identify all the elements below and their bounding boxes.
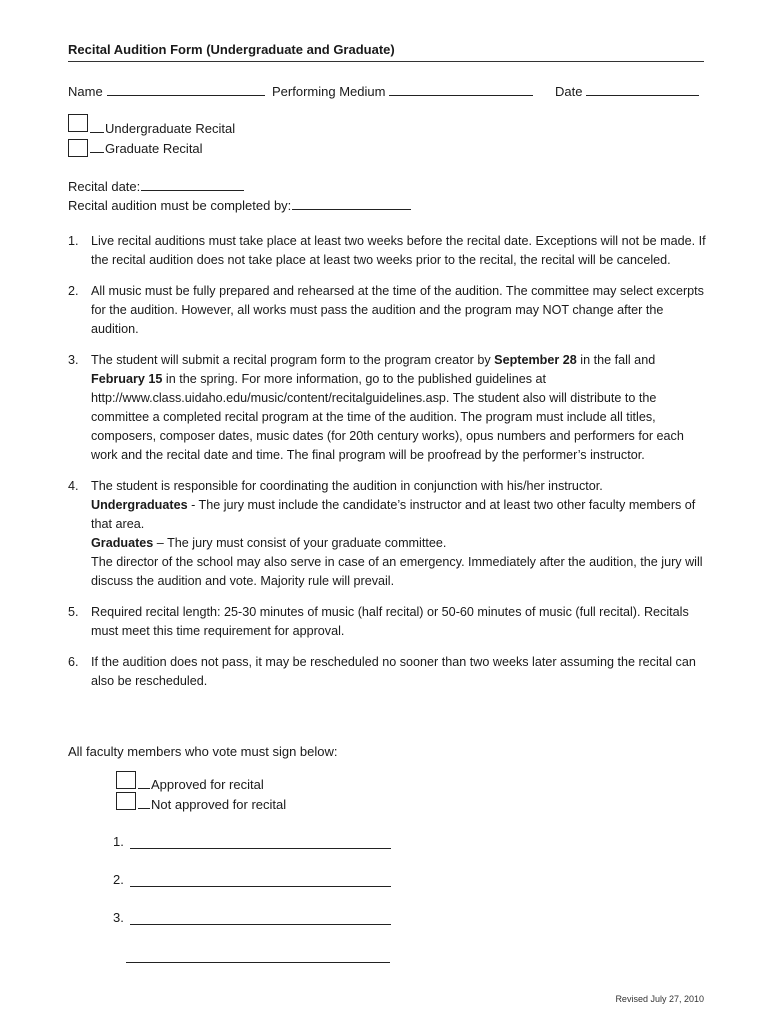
graduate-recital-checkbox[interactable] (68, 139, 88, 157)
item-text: If the audition does not pass, it may be rescheduled no sooner than two weeks later assuming the recital can also be rescheduled. (91, 655, 696, 688)
list-item (68, 603, 708, 641)
not-approved-label: Not approved for recital (151, 797, 287, 812)
header-fields (68, 82, 704, 102)
list-item (68, 351, 708, 465)
signature-line-2[interactable] (130, 886, 391, 887)
item-text: All music must be fully prepared and rehearsed at the time of the audition. The committee may select excerpts for the audition. However, all works must pass the audition and the program may NOT change after the audition. (91, 284, 704, 336)
item-text-pre: The student will submit a recital program form to the program creator by (91, 353, 495, 367)
name-input-line[interactable] (107, 82, 265, 96)
fall-deadline: September 28 (494, 353, 577, 367)
item-number: 5. (68, 605, 79, 619)
graduate-recital-label: Graduate Recital (105, 141, 203, 156)
undergraduates-heading: Undergraduates (91, 498, 188, 512)
audition-deadline-input-line[interactable] (292, 196, 411, 210)
signature-line-4[interactable] (126, 962, 390, 963)
item-text-last: The director of the school may also serve in case of an emergency. Immediately after the audition, the jury will discuss the audition and vote. Majority rule will prevail. (91, 555, 703, 588)
list-item (68, 232, 708, 270)
item-number: 3. (68, 353, 79, 367)
approved-label: Approved for recital (151, 777, 264, 792)
undergraduates-rule (91, 496, 708, 534)
audition-deadline-label: Recital audition must be completed by: (68, 198, 292, 213)
date-field (555, 82, 699, 99)
date-label: Date (555, 84, 583, 99)
not-approved-checkbox[interactable] (116, 792, 136, 810)
item-text: Live recital auditions must take place at least two weeks before the recital date. Exceptions will not be made. If the recital audition does not take place at least two weeks prior to the recital, the recital will be canceled. (91, 234, 706, 267)
undergraduate-recital-label: Undergraduate Recital (105, 121, 236, 136)
performing-medium-input-line[interactable] (389, 82, 533, 96)
performing-medium-field (272, 82, 533, 99)
signature-number: 3. (113, 910, 124, 925)
not-approved-blank (138, 796, 150, 809)
list-item (68, 477, 708, 591)
revision-date: Revised July 27, 2010 (615, 994, 704, 1004)
item-text-mid: in the fall and (576, 353, 656, 367)
item-number: 4. (68, 479, 79, 493)
recital-date-input-line[interactable] (141, 177, 244, 191)
signature-intro: All faculty members who vote must sign below: (68, 744, 338, 759)
signature-number: 1. (113, 834, 124, 849)
signature-number: 2. (113, 872, 124, 887)
recital-date-row (68, 177, 244, 194)
graduates-heading: Graduates (91, 536, 154, 550)
item-number: 1. (68, 234, 79, 248)
item-text: The student is responsible for coordinating the audition in conjunction with his/her instructor. (91, 479, 603, 493)
undergraduate-recital-checkbox[interactable] (68, 114, 88, 132)
not-approved-option (138, 796, 286, 812)
item-text: Required recital length: 25-30 minutes of music (half recital) or 50-60 minutes of music (full recital). Recitals must meet this time requirement for approval. (91, 605, 689, 638)
graduates-text: – The jury must consist of your graduate committee. (153, 536, 447, 550)
signature-line-3[interactable] (130, 924, 391, 925)
name-field (68, 82, 265, 99)
list-item (68, 653, 708, 691)
undergraduate-blank (90, 120, 104, 133)
date-input-line[interactable] (586, 82, 699, 96)
title-underline (68, 61, 704, 62)
undergraduate-recital-option (90, 120, 235, 136)
graduates-rule (91, 534, 708, 553)
recital-date-label: Recital date: (68, 179, 141, 194)
name-label: Name (68, 84, 103, 99)
graduate-recital-option (90, 140, 203, 156)
form-title: Recital Audition Form (Undergraduate and Graduate) (68, 42, 395, 57)
approved-blank (138, 776, 150, 789)
signature-line-1[interactable] (130, 848, 391, 849)
item-text-post: in the spring. For more information, go to the published guidelines at http://www.class.uidaho.edu/music/content/recitalguidelines.asp. The student also will distribute to the committee a completed recital program at the time of the audition. The program must include all titles, composers, composer dates, music dates (for 20th century works), opus numbers and performers for each work and the recital date and time. The final program will be proofread by the performer’s instructor. (91, 372, 684, 462)
spring-deadline: February 15 (91, 372, 163, 386)
undergraduates-text: - The jury must include the candidate’s instructor and at least two other faculty members of that area. (91, 498, 696, 531)
approved-option (138, 776, 264, 792)
item-number: 2. (68, 284, 79, 298)
item-number: 6. (68, 655, 79, 669)
approved-checkbox[interactable] (116, 771, 136, 789)
audition-deadline-row (68, 196, 411, 213)
list-item (68, 282, 708, 339)
performing-medium-label: Performing Medium (272, 84, 386, 99)
requirements-list (68, 232, 708, 703)
graduate-blank (90, 140, 104, 153)
